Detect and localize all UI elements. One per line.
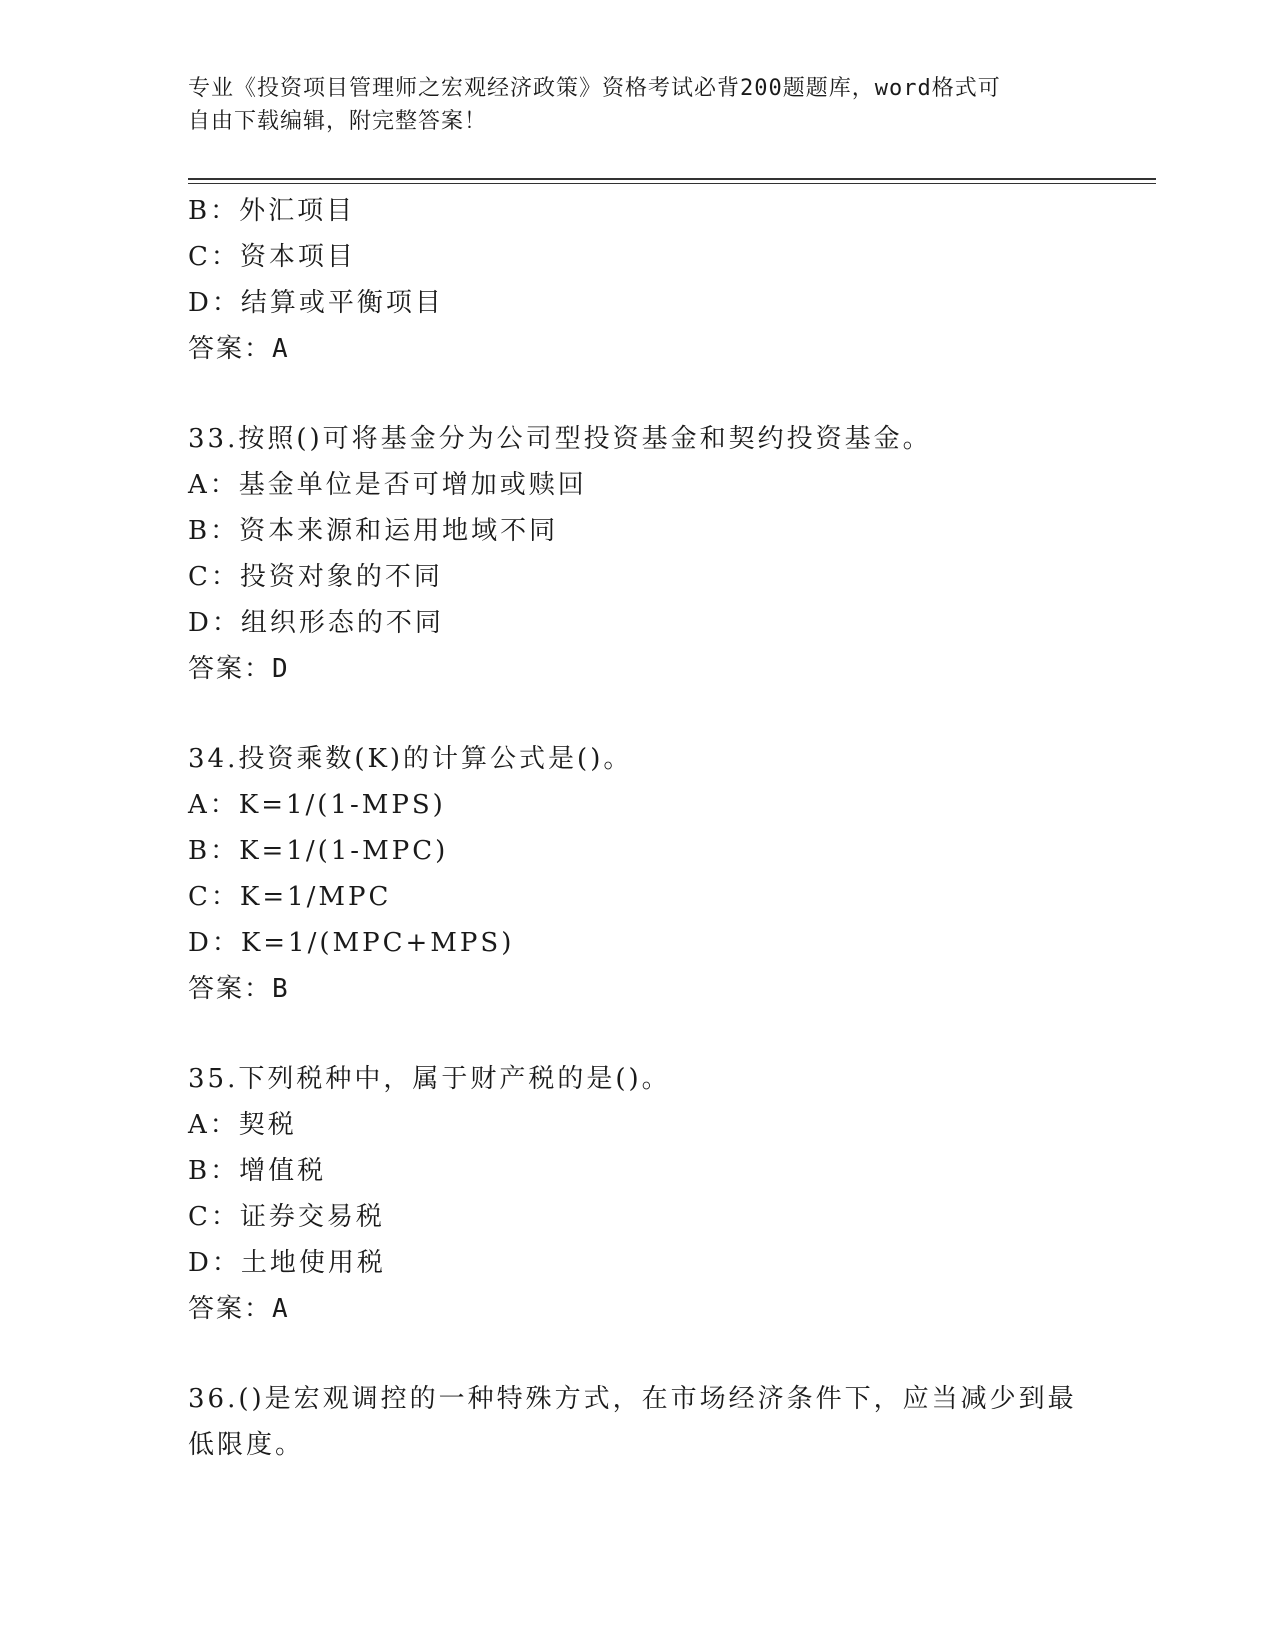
answer-key: B xyxy=(272,974,288,1004)
option-b: B：K=1/(1-MPC) xyxy=(188,836,449,866)
question-stem-line-1: 36.()是宏观调控的一种特殊方式，在市场经济条件下，应当减少到最 xyxy=(188,1384,1077,1414)
option-b: B：增值税 xyxy=(188,1156,327,1186)
option-c: C：资本项目 xyxy=(188,242,356,272)
option-c: C：K=1/MPC xyxy=(188,882,392,912)
option-c: C：证券交易税 xyxy=(188,1202,385,1232)
answer-key: A xyxy=(272,334,288,364)
answer-label: 答案： xyxy=(188,334,273,364)
option-b: B：外汇项目 xyxy=(188,196,356,226)
answer-line xyxy=(188,646,1088,692)
option-c: C：投资对象的不同 xyxy=(188,562,443,592)
answer-line xyxy=(188,1286,1088,1332)
question-35 xyxy=(188,1056,1088,1332)
answer-key: D xyxy=(272,654,288,684)
header-divider-thin xyxy=(188,183,1156,184)
option-a: A：契税 xyxy=(188,1110,297,1140)
option-b: B：资本来源和运用地域不同 xyxy=(188,516,559,546)
answer-key: A xyxy=(272,1294,288,1324)
option-a: A：K=1/(1-MPS) xyxy=(188,790,446,820)
question-stem: 33.按照()可将基金分为公司型投资基金和契约投资基金。 xyxy=(188,424,932,454)
question-34 xyxy=(188,736,1088,1012)
option-d: D：土地使用税 xyxy=(188,1248,386,1278)
answer-line xyxy=(188,966,1088,1012)
header-line-1: 专业《投资项目管理师之宏观经济政策》资格考试必背200题题库，word格式可 xyxy=(188,76,1001,101)
document-header xyxy=(188,72,1088,138)
question-stem: 35.下列税种中，属于财产税的是()。 xyxy=(188,1064,671,1094)
question-stem: 34.投资乘数(K)的计算公式是()。 xyxy=(188,744,633,774)
header-divider-thick xyxy=(188,178,1156,180)
question-33 xyxy=(188,416,1088,692)
option-d: D：K=1/(MPC+MPS) xyxy=(188,928,515,958)
answer-label: 答案： xyxy=(188,1294,273,1324)
header-line-2: 自由下载编辑，附完整答案！ xyxy=(188,109,488,134)
question-fragment xyxy=(188,188,1088,372)
answer-label: 答案： xyxy=(188,974,273,1004)
option-d: D：组织形态的不同 xyxy=(188,608,444,638)
question-36 xyxy=(188,1376,1088,1468)
answer-label: 答案： xyxy=(188,654,273,684)
option-d: D：结算或平衡项目 xyxy=(188,288,444,318)
answer-line xyxy=(188,326,1088,372)
question-list xyxy=(188,188,1088,1468)
question-stem-line-2: 低限度。 xyxy=(188,1430,305,1460)
option-a: A：基金单位是否可增加或赎回 xyxy=(188,470,587,500)
